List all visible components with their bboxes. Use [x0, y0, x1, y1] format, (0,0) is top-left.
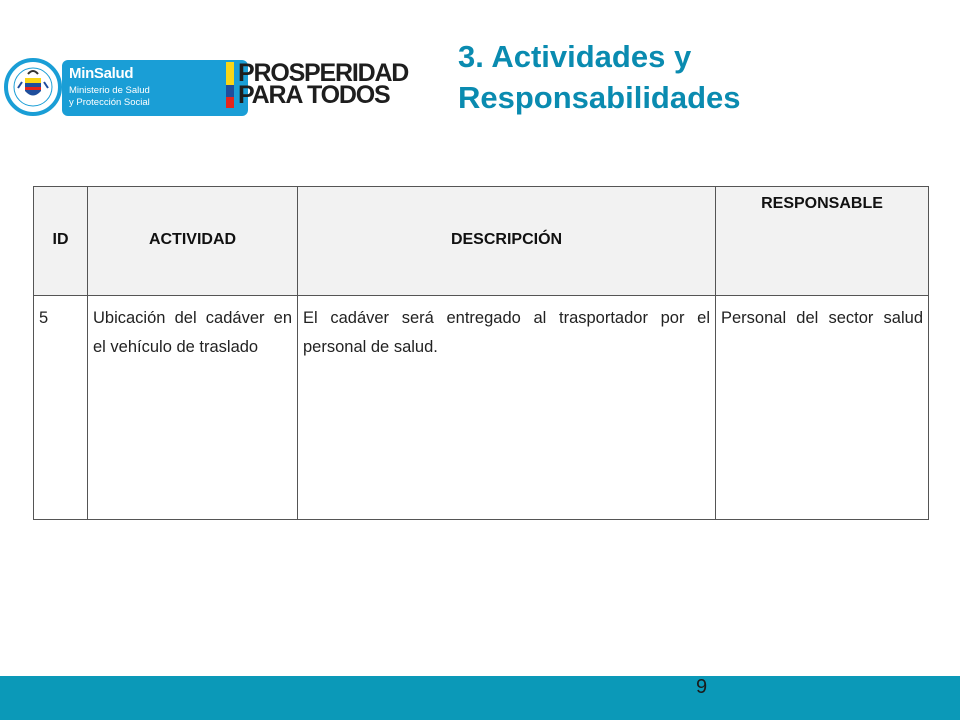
cell-descripcion: El cadáver será entregado al trasportador por el personal de salud.: [298, 296, 716, 520]
prosperidad-line-1: PROSPERIDAD: [238, 59, 409, 87]
cell-responsable: Personal del sector salud: [716, 296, 929, 520]
minsalud-logo: [62, 60, 248, 116]
slide-title-line-1: 3. Actividades y: [458, 39, 692, 74]
minsalud-subtitle-2: y Protección Social: [69, 97, 150, 108]
cell-actividad: Ubicación del cadáver en el vehículo de traslado: [88, 296, 298, 520]
slide-title-line-2: Responsabilidades: [458, 80, 741, 115]
table-row: [34, 296, 929, 520]
colombia-seal-icon: [4, 58, 62, 116]
page-number: 9: [696, 676, 708, 698]
minsalud-subtitle-1: Ministerio de Salud: [69, 85, 150, 96]
prosperidad-line-2: PARA TODOS: [238, 81, 390, 109]
prosperidad-logo: [238, 59, 409, 109]
minsalud-title: MinSalud: [69, 65, 134, 82]
header-logos: [0, 50, 410, 130]
header-id: ID: [34, 187, 88, 296]
header-responsable: RESPONSABLE: [716, 187, 929, 296]
header-descripcion: DESCRIPCIÓN: [298, 187, 716, 296]
footer-bar: [0, 676, 960, 720]
slide-title: [458, 36, 938, 118]
activities-table: [33, 186, 929, 520]
colombia-flag-icon: [226, 62, 234, 108]
table-header-row: [34, 187, 929, 296]
header-actividad: ACTIVIDAD: [88, 187, 298, 296]
cell-id: 5: [34, 296, 88, 520]
